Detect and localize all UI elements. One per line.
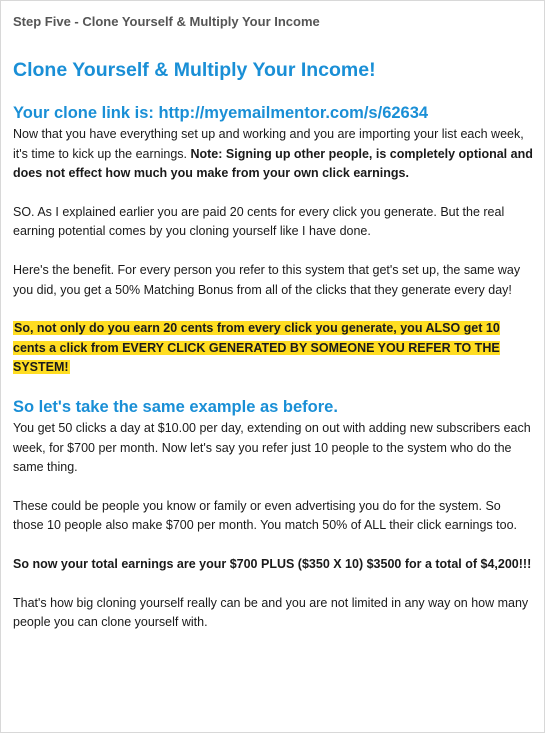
article-content xyxy=(13,57,533,652)
step-title: Step Five - Clone Yourself & Multiply Your Income xyxy=(13,14,320,29)
highlighted-text: So, not only do you earn 20 cents from every click you generate, you ALSO get 10 cents a click from EVERY CLICK GENERATED BY SOMEONE YOU REFER TO THE SYSTEM! xyxy=(13,321,500,375)
earnings-paragraph: SO. As I explained earlier you are paid 20 cents for every click you generate. But the real earning potential comes by you cloning yourself like I have done. xyxy=(13,204,505,239)
benefit-paragraph: Here's the benefit. For every person you refer to this system that get's set up, the same way you did, you get a 50% Matching Bonus from all of the clicks that they generate every day! xyxy=(13,262,521,297)
optional-note: Note: Signing up other people, is completely optional and does not effect how much you make from your own click earnings. xyxy=(13,146,533,181)
intro-text: Now that you have everything set up and working and you are importing your list each week, it's time to kick up the earnings. xyxy=(13,127,524,161)
example-heading: So let's take the same example as before. xyxy=(13,397,338,416)
intro-paragraph xyxy=(13,125,533,184)
closing-paragraph: That's how big cloning yourself really can be and you are not limited in any way on how many people you can clone yourself with. xyxy=(13,595,529,630)
main-heading: Clone Yourself & Multiply Your Income! xyxy=(13,59,376,81)
example-paragraph: You get 50 clicks a day at $10.00 per day, extending on out with adding new subscribers each week, for $700 per month. Now let's say you refer just 10 people to the system who do the same thing. xyxy=(13,420,531,475)
highlight-paragraph xyxy=(13,319,533,378)
referral-paragraph: These could be people you know or family or even advertising you do for the system. So those 10 people also make $700 per month. You match 50% of ALL their click earnings too. xyxy=(13,498,518,533)
clone-link-heading: Your clone link is: http://myemailmentor.com/s/62634 xyxy=(13,104,429,122)
total-earnings-paragraph: So now your total earnings are your $700 PLUS ($350 X 10) $3500 for a total of $4,200!!! xyxy=(13,556,532,571)
